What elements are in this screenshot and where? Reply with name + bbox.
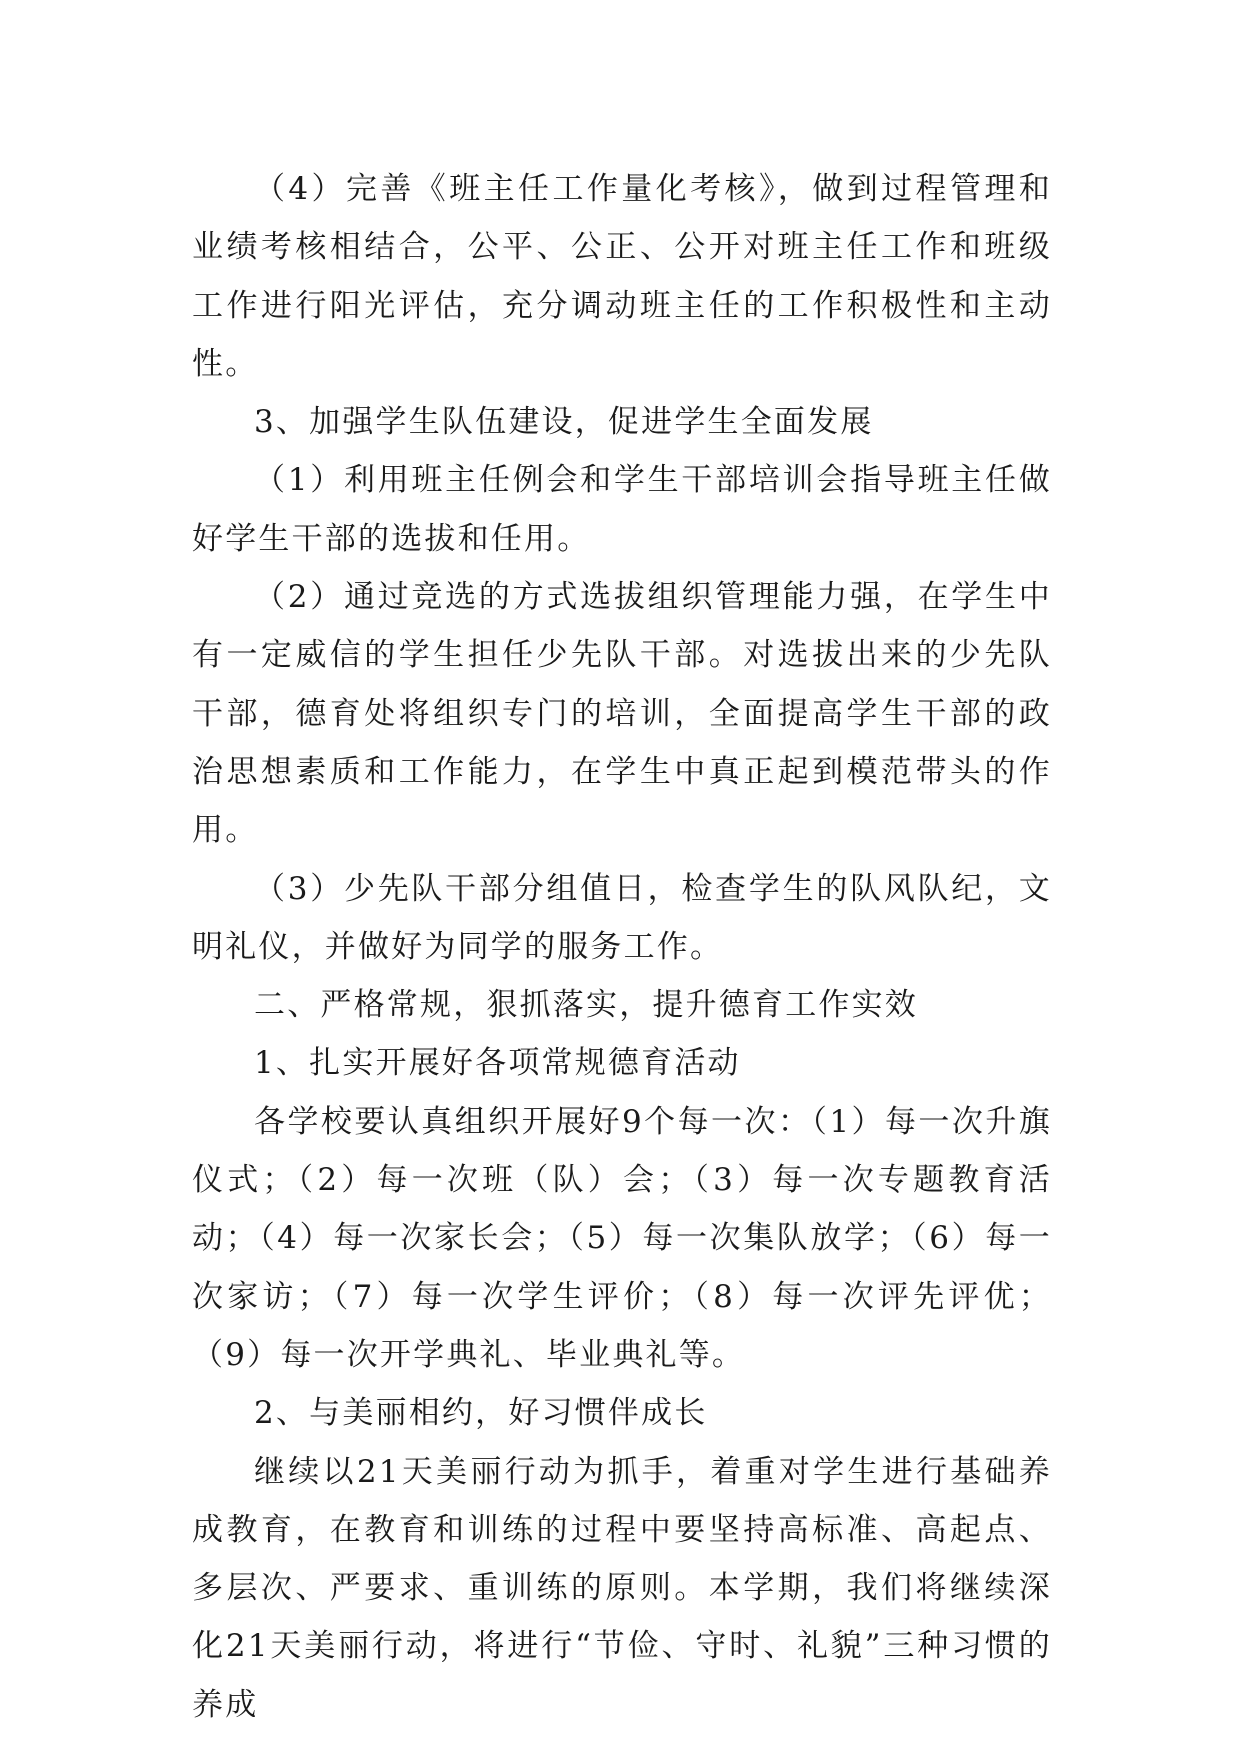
paragraph-4: （2）通过竞选的方式选拔组织管理能力强，在学生中有一定威信的学生担任少先队干部。对选拔出来的少先队干部，德育处将组织专门的培训，全面提高学生干部的政治思想素质和工作能力，在学生中真正起到模范带头的作用。 bbox=[192, 579, 1052, 849]
paragraph-3: （1）利用班主任例会和学生干部培训会指导班主任做好学生干部的选拔和任用。 bbox=[192, 462, 1052, 557]
section-heading-3: 3、加强学生队伍建设，促进学生全面发展 bbox=[254, 404, 874, 441]
paragraph-1: （4）完善《班主任工作量化考核》，做到过程管理和业绩考核相结合，公平、公正、公开对班主任工作和班级工作进行阳光评估，充分调动班主任的工作积极性和主动性。 bbox=[192, 171, 1052, 382]
document-body bbox=[192, 160, 1052, 1734]
section-heading-2: 2、与美丽相约，好习惯伴成长 bbox=[254, 1395, 708, 1432]
paragraph-8: 各学校要认真组织开展好9个每一次：（1）每一次升旗仪式；（2）每一次班（队）会；（3）每一次专题教育活动；（4）每一次家长会；（5）每一次集队放学；（6）每一次家访；（7）每一次学生评价；（8）每一次评先评优；（9）每一次开学典礼、毕业典礼等。 bbox=[192, 1103, 1052, 1373]
chapter-heading-2: 二、严格常规，狠抓落实，提升德育工作实效 bbox=[254, 987, 918, 1024]
paragraph-5: （3）少先队干部分组值日，检查学生的队风队纪，文明礼仪，并做好为同学的服务工作。 bbox=[192, 870, 1052, 965]
paragraph-10: 继续以21天美丽行动为抓手，着重对学生进行基础养成教育，在教育和训练的过程中要坚持高标准、高起点、多层次、严要求、重训练的原则。本学期，我们将继续深化21天美丽行动，将进行“节俭、守时、礼貌”三种习惯的养成 bbox=[192, 1453, 1052, 1723]
section-heading-1: 1、扎实开展好各项常规德育活动 bbox=[254, 1045, 741, 1082]
